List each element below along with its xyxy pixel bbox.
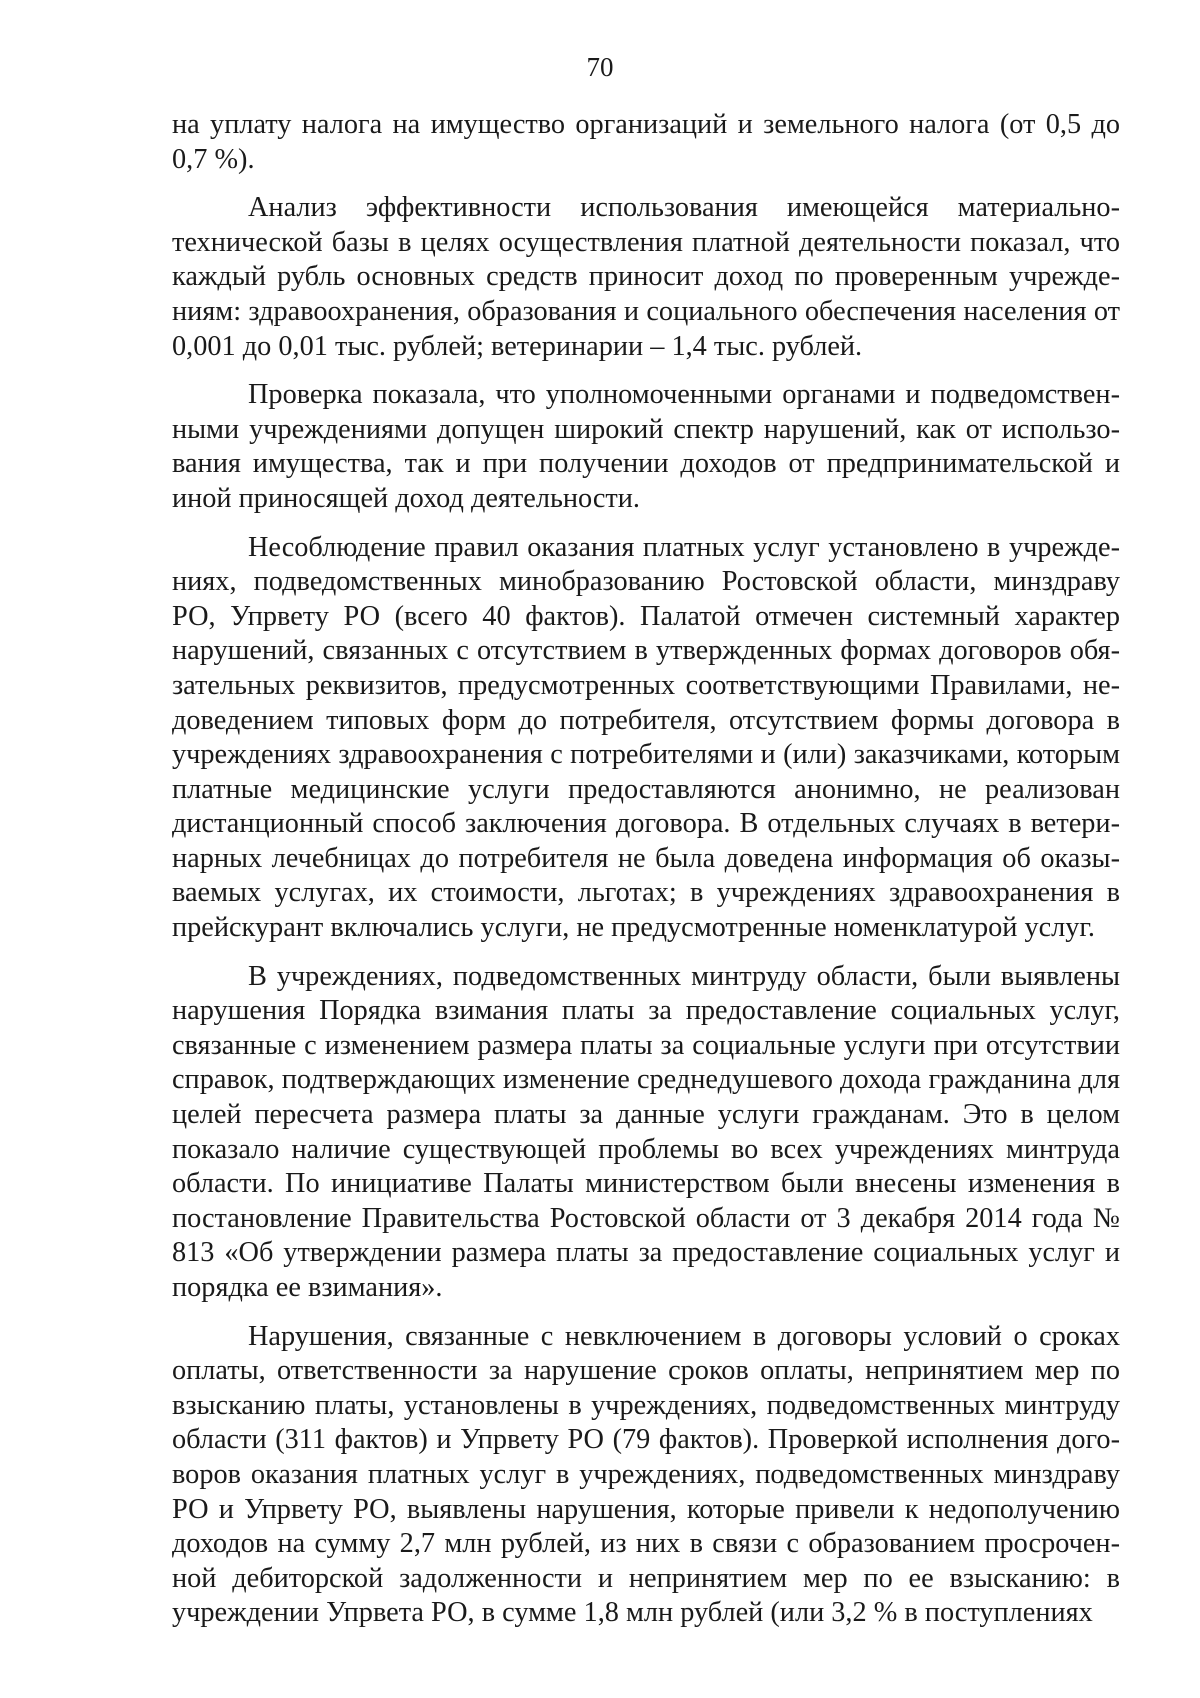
paragraph-2: Анализ эффективности использования имеющейся материально-технической базы в целях осуществления платной деятельности показал, что каждый рубль основных средств приносит доход по проверенным учреждениям: здравоохранения, образования и социального обеспечения населения от 0,001 до 0,01 тыс. рублей; ветеринарии – 1,4 тыс. рублей. [172,192,1120,362]
paragraph-3: Проверка показала, что уполномоченными органами и подведомственными учреждениями допущен широкий спектр нарушений, как от использования имущества, так и при получении доходов от предпринимательской и иной приносящей доход деятельности. [172,379,1120,514]
paragraph-6: Нарушения, связанные с невключением в договоры условий о сроках оплаты, ответственности за нарушение сроков оплаты, непринятием мер по взысканию платы, установлены в учреждениях, подведомственных минтруду области (311 фактов) и Упрвету РО (79 фактов). Проверкой исполнения договоров оказания платных услуг в учреждениях, подведомственных минздраву РО и Упрвету РО, выявлены нарушения, которые привели к недополучению доходов на сумму 2,7 млн рублей, из них в связи с образованием просроченной дебиторской задолженности и непринятием мер по ее взысканию: в учреждении Упрвета РО, в сумме 1,8 млн рублей (или 3,2 % в поступлениях [172,1320,1120,1629]
page-number: 70 [586,52,614,82]
paragraph-4: Несоблюдение правил оказания платных услуг установлено в учреждениях, подведомственных минобразованию Ростовской области, минздраву РО, Упрвету РО (всего 40 фактов). Палатой отмечен системный характер нарушений, связанных с отсутствием в утвержденных формах договоров обязательных реквизитов, предусмотренных соответствующими Правилами, недоведением типовых форм до потребителя, отсутствием формы договора в учреждениях здравоохранения с потребителями и (или) заказчиками, которым платные медицинские услуги предоставляются анонимно, не реализован дистанционный способ заключения договора. В отдельных случаях в ветеринарных лечебницах до потребителя не была доведена информация об оказываемых услугах, их стоимости, льготах; в учреждениях здравоохранения в прейскурант включались услуги, не предусмотренные номенклатурой услуг. [172,531,1120,944]
text-body [172,108,1120,1645]
paragraph-1: на уплату налога на имущество организаций и земельного налога (от 0,5 до 0,7 %). [172,109,1120,175]
paragraph-5: В учреждениях, подведомственных минтруду области, были выявлены нарушения Порядка взимания платы за предоставление социальных услуг, связанные с изменением размера платы за социальные услуги при отсутствии справок, подтверждающих изменение среднедушевого дохода гражданина для целей пересчета размера платы за данные услуги гражданам. Это в целом показало наличие существующей проблемы во всех учреждениях минтруда области. По инициативе Палаты министерством были внесены изменения в постановление Правительства Ростовской области от 3 декабря 2014 года № 813 «Об утверждении размера платы за предоставление социальных услуг и порядка ее взимания». [172,960,1120,1303]
